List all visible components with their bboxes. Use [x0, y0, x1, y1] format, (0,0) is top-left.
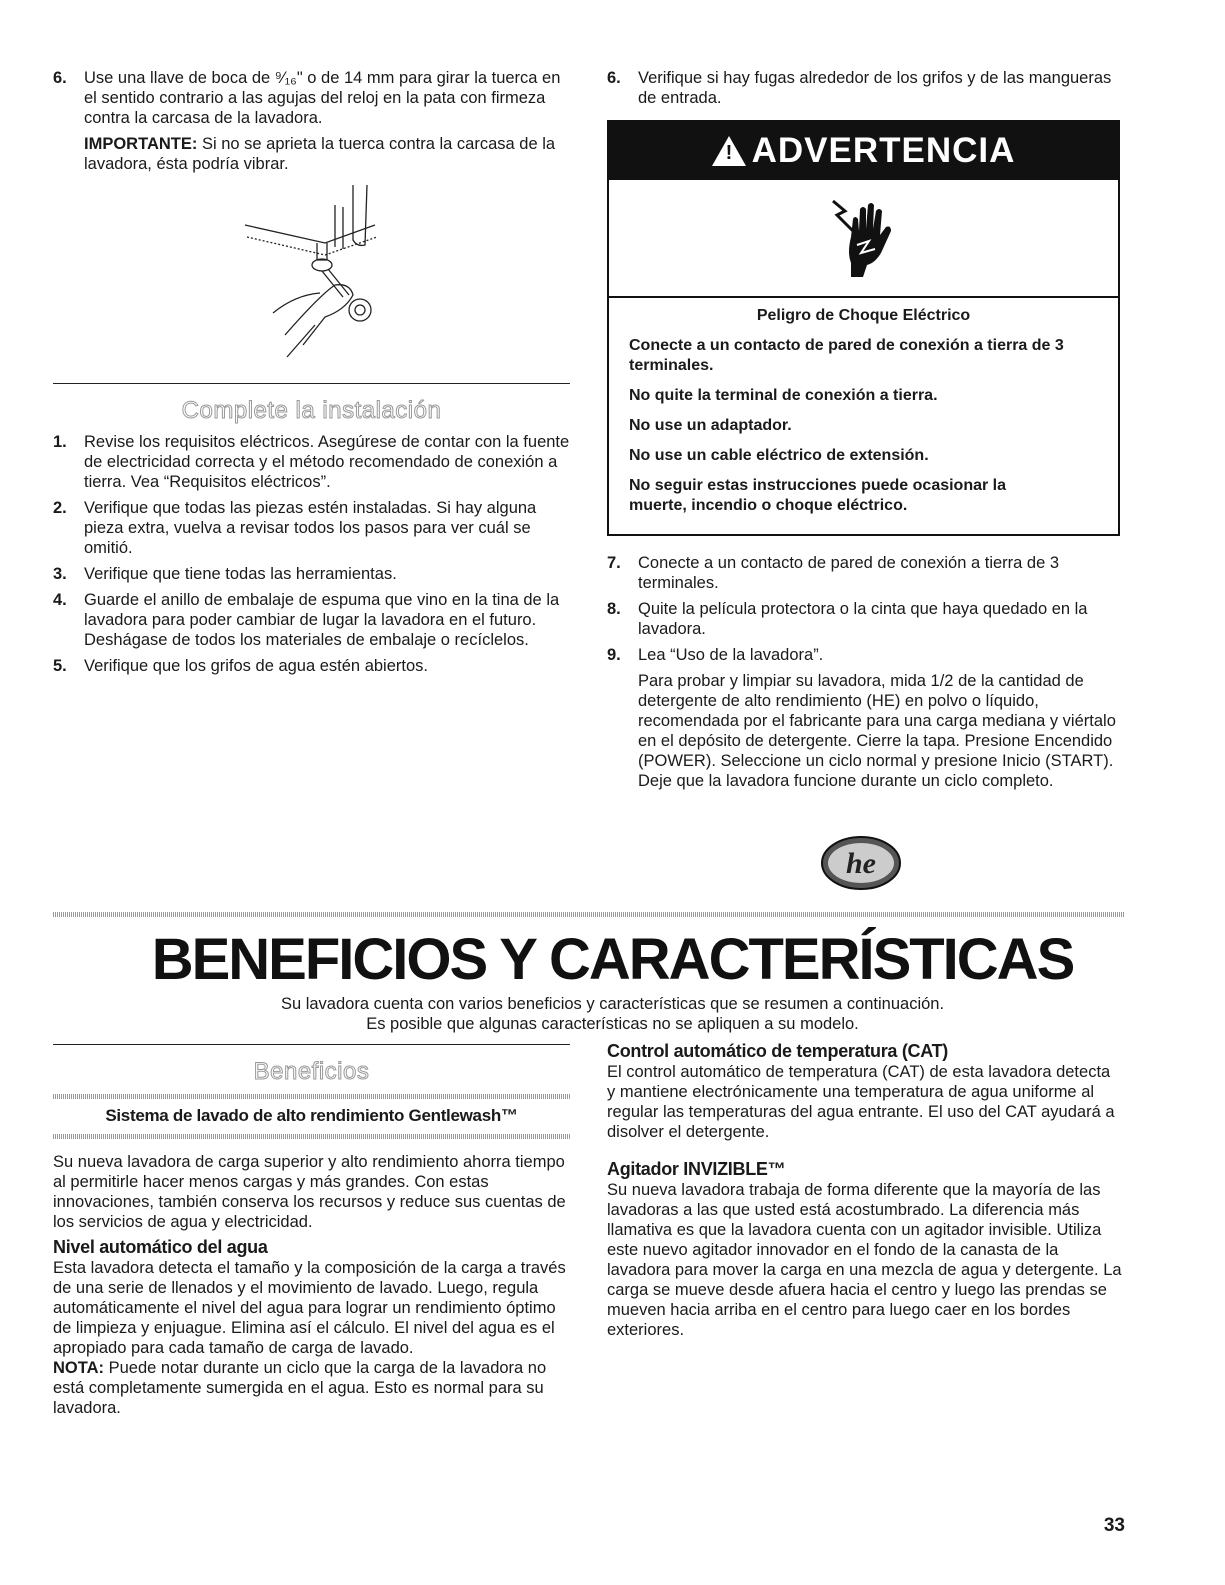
nivel-text: Esta lavadora detecta el tamaño y la composición de la carga a través de una serie de llenados y el movimiento de lavado. Luego, regula automáticamente el nivel del agua para lograr un rendimiento óptimo de limpieza y enjuague. Elimina así el cálculo. El nivel del agua es el apropiado para cada tamaño de carga de lavado.: [53, 1259, 566, 1357]
hazard-title: Peligro de Choque Eléctrico: [756, 307, 971, 324]
step9-paragraph: Para probar y limpiar su lavadora, mida 1/2 de la cantidad de detergente de alto rendimiento (HE) en polvo o líquido, recomendada por el fabricante para una carga mediana y viértalo en el depósito de detergente. Cierre la tapa. Presione Encendido (POWER). Seleccione un ciclo normal y presione Inicio (START). Deje que la lavadora funcione durante un ciclo completo.: [638, 672, 1116, 790]
nota-text: NOTA: Puede notar durante un ciclo que la carga de la lavadora no está completamente sumergida en el agua. Esto es normal para su lavadora.: [53, 1359, 547, 1417]
electric-shock-hand-icon: [829, 197, 899, 279]
agitator-title: Agitador INVIZIBLE™: [607, 1159, 786, 1179]
benefits-heading: Beneficios: [253, 1058, 370, 1085]
warning-title: ADVERTENCIA: [751, 131, 1016, 170]
he-logo-text: he: [846, 847, 876, 880]
list-item: 5. Verifique que los grifos de agua estén abiertos.: [53, 657, 428, 675]
divider: [53, 383, 570, 384]
warning-line: No use un cable eléctrico de extensión.: [629, 447, 929, 464]
warning-body: [609, 298, 1118, 516]
list-item: 6. Use una llave de boca de ⁹⁄₁₆" o de 14 mm para girar la tuerca en el sentido contrario a las agujas del reloj en la pata con firmeza contra la carcasa de la lavadora.: [53, 69, 561, 127]
nivel-title: Nivel automático del agua: [53, 1237, 268, 1257]
complete-heading: Complete la instalación: [181, 397, 442, 424]
list-item: 9. Lea “Uso de la lavadora”.: [607, 646, 824, 664]
list-item: 4. Guarde el anillo de embalaje de espuma que vino en la tina de la lavadora para poder cambiar de lugar la lavadora en el futuro. Deshágase de todos los materiales de embalaje o recíclelos.: [53, 591, 560, 649]
list-item: 8. Quite la película protectora o la cinta que haya quedado en la lavadora.: [607, 600, 1088, 638]
list-item: 7. Conecte a un contacto de pared de conexión a tierra de 3 terminales.: [607, 554, 1060, 592]
divider: [53, 1044, 570, 1045]
cat-text: El control automático de temperatura (CAT) de esta lavadora detecta y mantiene electrónicamente una temperatura de agua uniforme al regular las temperaturas del agua entrante. El uso del CAT ayudará a disolver el detergente.: [607, 1063, 1115, 1141]
warning-line: No use un adaptador.: [629, 417, 792, 434]
features-content: [607, 1040, 1123, 1340]
page-number: 33: [1103, 1515, 1125, 1536]
wrench-illustration: [225, 185, 395, 360]
list-item: 3. Verifique que tiene todas las herramientas.: [53, 565, 397, 583]
section-title: BENEFICIOS Y CARACTERÍSTICAS: [151, 927, 1074, 992]
warning-icon-area: [609, 180, 1118, 298]
dotted-divider: [53, 1134, 570, 1139]
complete-steps: [53, 432, 573, 682]
list-item: 2. Verifique que todas las piezas estén instaladas. Si hay alguna pieza extra, vuelva a revisar todos los pasos para ver cuál se omitió.: [53, 499, 537, 557]
warning-header: [609, 122, 1118, 180]
warning-line: No quite la terminal de conexión a tierra.: [629, 387, 938, 404]
list-item: 1. Revise los requisitos eléctricos. Asegúrese de contar con la fuente de electricidad correcta y el método recomendado de conexión a tierra. Vea “Requisitos eléctricos”.: [53, 433, 570, 491]
left-step-6: [53, 68, 573, 174]
agitator-text: Su nueva lavadora trabaja de forma diferente que la mayoría de las lavadoras a las que usted está acostumbrado. La diferencia más llamativa es que la lavadora cuenta con un agitador invisible. Utiliza este nuevo agitador innovador en el fondo de la canasta de la lavadora para mover la carga en una mezcla de agua y detergente. La carga se mueve desde afuera hacia el centro y luego las prendas se mueven hacia arriba en el centro para luego caer en los bordes exteriores.: [607, 1181, 1122, 1339]
he-logo: [820, 835, 902, 891]
right-step-6: [607, 68, 1122, 114]
right-steps: [607, 553, 1122, 791]
gentlewash-title: Sistema de lavado de alto rendimiento Gentlewash™: [105, 1106, 518, 1125]
warning-box: [607, 120, 1120, 536]
cat-title: Control automático de temperatura (CAT): [607, 1041, 948, 1061]
warning-line: Conecte a un contacto de pared de conexión a tierra de 3 terminales.: [629, 337, 1064, 374]
list-item: 6. Verifique si hay fugas alrededor de los grifos y de las mangueras de entrada.: [607, 69, 1112, 107]
benefits-content: [53, 1152, 571, 1418]
dotted-divider: [53, 1094, 570, 1099]
important-note: IMPORTANTE: Si no se aprieta la tuerca contra la carcasa de la lavadora, ésta podría vibrar.: [84, 135, 556, 173]
gentlewash-text: Su nueva lavadora de carga superior y alto rendimiento ahorra tiempo al permitirle hacer menos cargas y más grandes. Con estas innovaciones, también conserva los recursos y reduce sus cuentas de los servicios de agua y electricidad.: [53, 1153, 566, 1231]
warning-triangle-icon: !: [712, 136, 746, 166]
section-intro: Su lavadora cuenta con varios beneficios y características que se resumen a continuación. Es posible que algunas características no se apliquen a su modelo.: [280, 995, 945, 1033]
warning-line: No seguir estas instrucciones puede ocasionar la muerte, incendio o choque eléctrico.: [629, 477, 1007, 514]
section-divider: [53, 912, 1125, 917]
